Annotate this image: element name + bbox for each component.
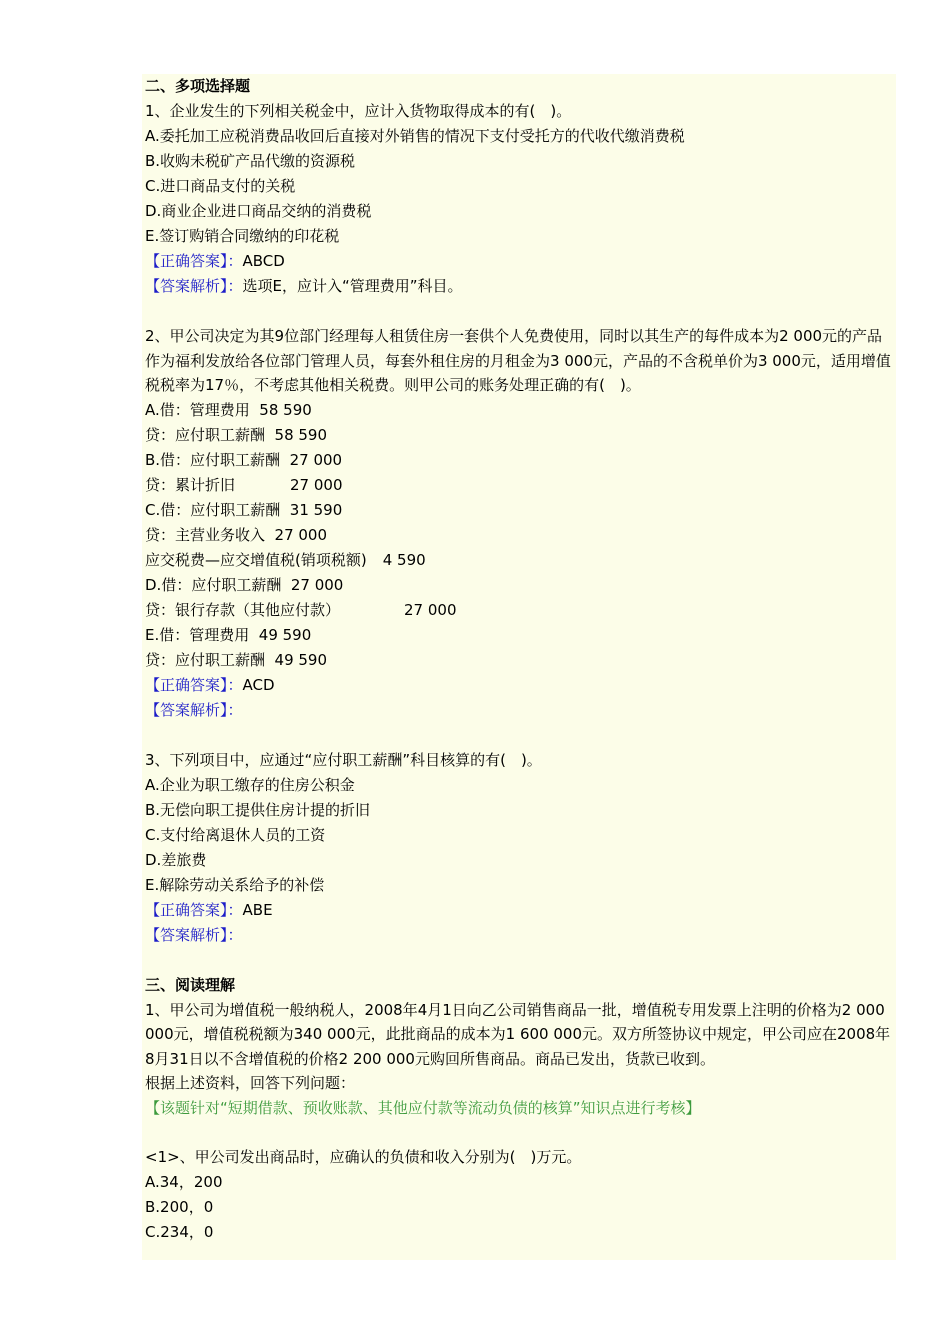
q3-answer-value: ABE (242, 900, 273, 919)
q2-analysis (145, 698, 896, 723)
q2-entry-amount: 4 590 (382, 550, 426, 569)
q2-entry-1 (145, 423, 896, 448)
question-2-stem: 2、甲公司决定为其9位部门经理每人租赁住房一套供个人免费使用，同时以其生产的每件成本为2 000元的产品作为福利发放给各位部门管理人员，每套外租住房的月租金为3 000元，产品的不含税单价为3 000元，适用增值税税率为17％，不考虑其他相关税费。则甲公司的账务处理正确的有( )。 (145, 327, 891, 394)
q1-option-e: E.签订购销合同缴纳的印花税 (145, 227, 340, 245)
document-page (142, 74, 896, 1260)
analysis-label: 【答案解析】： (145, 700, 243, 719)
q2-entry-text: 贷：银行存款（其他应付款） (145, 600, 341, 619)
q2-entry-amount: 27 000 (290, 475, 343, 494)
spacer (145, 299, 896, 324)
q3-option-a: A.企业为职工缴存的住房公积金 (145, 775, 355, 794)
q2-entry-text: 应交税费—应交增值税(销项税额) (145, 550, 367, 569)
q1-option-b: B.收购未税矿产品代缴的资源税 (145, 152, 356, 170)
q1-option-c: C.进口商品支付的关税 (145, 177, 296, 195)
q1-answer-value: ABCD (242, 252, 285, 270)
q1-option-d: D.商业企业进口商品交纳的消费税 (145, 202, 372, 220)
q2-entry-2 (145, 448, 896, 473)
question-1-stem: 1、企业发生的下列相关税金中，应计入货物取得成本的有( )。 (145, 102, 572, 120)
question-3-stem: 3、下列项目中，应通过“应付职工薪酬”科目核算的有( )。 (145, 750, 542, 769)
spacer (145, 723, 896, 748)
sub-question-1-stem: <1>、甲公司发出商品时，应确认的负债和收入分别为( )万元。 (145, 1148, 582, 1166)
q1-answer (145, 249, 896, 274)
q2-answer-value: ACD (242, 675, 275, 694)
q3-analysis (145, 923, 896, 948)
correct-answer-label: 【正确答案】： (145, 675, 243, 694)
q2-entry-0 (145, 398, 896, 423)
spacer (145, 1120, 896, 1145)
analysis-label: 【答案解析】： (145, 925, 243, 944)
q2-answer (145, 673, 896, 698)
q2-entry-3 (145, 473, 896, 498)
q1-analysis-text: 选项E，应计入“管理费用”科目。 (242, 277, 463, 295)
q3-option-e: E.解除劳动关系给予的补偿 (145, 875, 325, 894)
correct-answer-label: 【正确答案】： (145, 900, 243, 919)
q2-entry-9 (145, 623, 896, 648)
q2-entry-10 (145, 648, 896, 673)
q2-entry-text: A.借：管理费用 58 590 (145, 400, 312, 419)
q3-option-d: D.差旅费 (145, 850, 207, 869)
q2-entry-text: 贷：应付职工薪酬 58 590 (145, 425, 328, 444)
q1-analysis (145, 274, 896, 299)
section-heading-multiple-choice: 二、多项选择题 (145, 77, 251, 95)
q3-answer (145, 898, 896, 923)
analysis-label: 【答案解析】： (145, 277, 243, 295)
q2-entry-text: 贷：主营业务收入 27 000 (145, 525, 328, 544)
q2-entry-text: E.借：管理费用 49 590 (145, 625, 312, 644)
reading-prompt-text: 根据上述资料，回答下列问题： (145, 1074, 356, 1092)
spacer (145, 948, 896, 973)
knowledge-point-note: 【该题针对“短期借款、预收账款、其他应付款等流动负债的核算”知识点进行考核】 (145, 1098, 701, 1117)
q1-option-a: A.委托加工应税消费品收回后直接对外销售的情况下支付受托方的代收代缴消费税 (145, 127, 685, 145)
q2-entry-text: B.借：应付职工薪酬 27 000 (145, 450, 343, 469)
reading-passage: 1、甲公司为增值税一般纳税人，2008年4月1日向乙公司销售商品一批，增值税专用发票上注明的价格为2 000 000元，增值税税额为340 000元，此批商品的成本为1 600 000元。双方所签协议中规定，甲公司应在2008年8月31日以不含增值税的价格2 200 000元购回所售商品。商品已发出，货款已收到。 (145, 1000, 891, 1068)
q2-entry-text: C.借：应付职工薪酬 31 590 (145, 500, 343, 519)
sub1-option-a: A.34，200 (145, 1173, 223, 1191)
sub1-option-b: B.200，0 (145, 1198, 214, 1216)
q2-entry-text: 贷：应付职工薪酬 49 590 (145, 650, 328, 669)
q3-option-c: C.支付给离退休人员的工资 (145, 825, 326, 844)
q3-option-b: B.无偿向职工提供住房计提的折旧 (145, 800, 371, 819)
reading-prompt (145, 1071, 896, 1120)
q2-entry-4 (145, 498, 896, 523)
q2-entry-8 (145, 598, 896, 623)
q2-entry-text: 贷：累计折旧 (145, 475, 236, 494)
q2-entry-7 (145, 573, 896, 598)
correct-answer-label: 【正确答案】： (145, 252, 243, 270)
sub1-option-c: C.234，0 (145, 1223, 214, 1241)
q2-entry-text: D.借：应付职工薪酬 27 000 (145, 575, 344, 594)
q2-entry-6 (145, 548, 896, 573)
q2-entry-amount: 27 000 (404, 600, 457, 619)
section-heading-reading: 三、阅读理解 (145, 975, 236, 994)
q2-entry-5 (145, 523, 896, 548)
